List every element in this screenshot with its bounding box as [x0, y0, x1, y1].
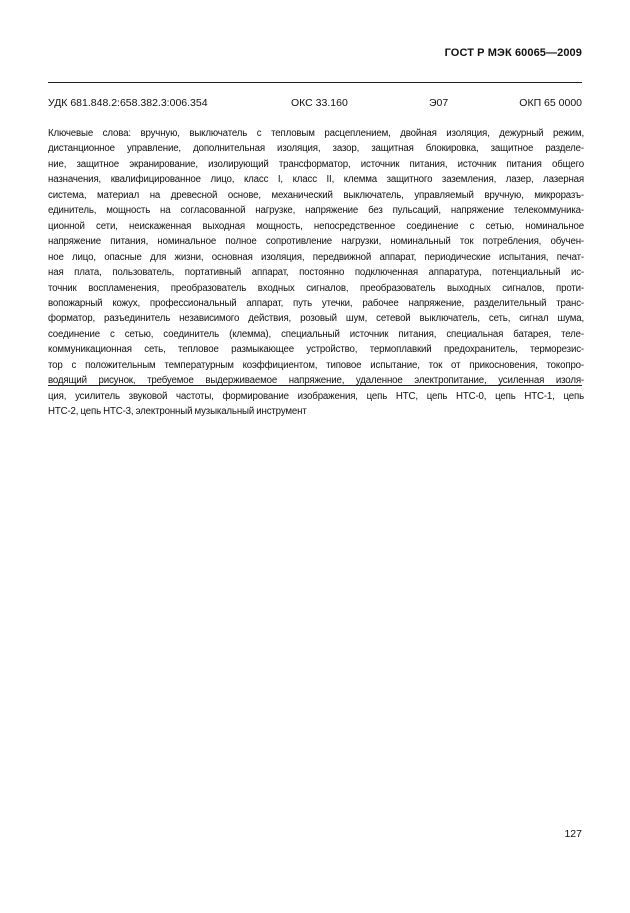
keywords-line: единитель, мощность на согласованной нагрузке, напряжение без пульсаций, напряжение телекоммуника- [48, 205, 584, 217]
keywords-line: ция, усилитель звуковой частоты, формирование изображения, цепь НТС, цепь НТС-0, цепь НТС-1, цепь [48, 390, 584, 402]
keywords-line: ние, защитное экранирование, изолирующий трансформатор, источник питания, источник питания общего [48, 158, 584, 170]
keywords-paragraph [48, 126, 584, 420]
keywords-line: ционной сети, неискаженная выходная мощность, непосредственное соединение с сетью, номинальное [48, 220, 584, 232]
keywords-line: ное лицо, опасные для жизни, основная изоляция, передвижной аппарат, периодические испытания, печат- [48, 251, 584, 263]
keywords-line: система, материал на древесной основе, механический выключатель, управляемый вручную, микроразъ- [48, 189, 584, 201]
page-number: 127 [564, 828, 582, 840]
keywords-line: тор с положительным температурным коэффициентом, типовое испытание, ток от прикосновения, токопро- [48, 359, 584, 371]
udk-code: УДК 681.848.2:658.382.3:006.354 [48, 97, 208, 109]
keywords-line: водящий рисунок, требуемое выдерживаемое напряжение, удаленное электропитание, усиленная изоля- [48, 375, 584, 387]
bottom-divider [48, 385, 582, 386]
oks-code: ОКС 33.160 [291, 97, 348, 109]
keywords-line: назначения, квалифицированное лицо, класс I, класс II, клемма защитного заземления, лазер, лазерная [48, 174, 584, 186]
keywords-line: Ключевые слова: вручную, выключатель с тепловым расцеплением, двойная изоляция, дежурный режим, [48, 128, 584, 139]
keywords-line: соединение с сетью, соединитель (клемма), специальный источник питания, специальная батарея, теле- [48, 328, 584, 340]
e-code: Э07 [429, 97, 449, 109]
standard-designation: ГОСТ Р МЭК 60065—2009 [444, 47, 582, 59]
keywords-line: напряжение питания, номинальное полное сопротивление нагрузки, номинальный ток потребления, обучен- [48, 236, 584, 248]
keywords-line: коммуникационная сеть, тепловое размыкающее устройство, термоплавкий предохранитель, терморезис- [48, 344, 584, 356]
keywords-line: вопожарный кожух, профессиональный аппарат, путь утечки, рабочее напряжение, разделительный транс- [48, 297, 584, 309]
keywords-line: НТС-2, цепь НТС-3, электронный музыкальный инструмент [48, 406, 307, 418]
keywords-line: ная плата, пользователь, портативный аппарат, постоянно подключенная аппаратура, потенциальный ис- [48, 267, 584, 279]
top-divider [48, 82, 582, 83]
keywords-line: точник воспламенения, преобразователь входных сигналов, преобразователь выходных сигналов, проти- [48, 282, 584, 294]
keywords-line: форматор, разъединитель независимого действия, розовый шум, сетевой выключатель, сеть, сигнал шума, [48, 313, 584, 325]
classification-codes-row [48, 97, 582, 111]
keywords-line: дистанционное управление, дополнительная изоляция, зазор, защитная блокировка, защитное разделе- [48, 143, 584, 155]
okp-code: ОКП 65 0000 [519, 97, 582, 109]
